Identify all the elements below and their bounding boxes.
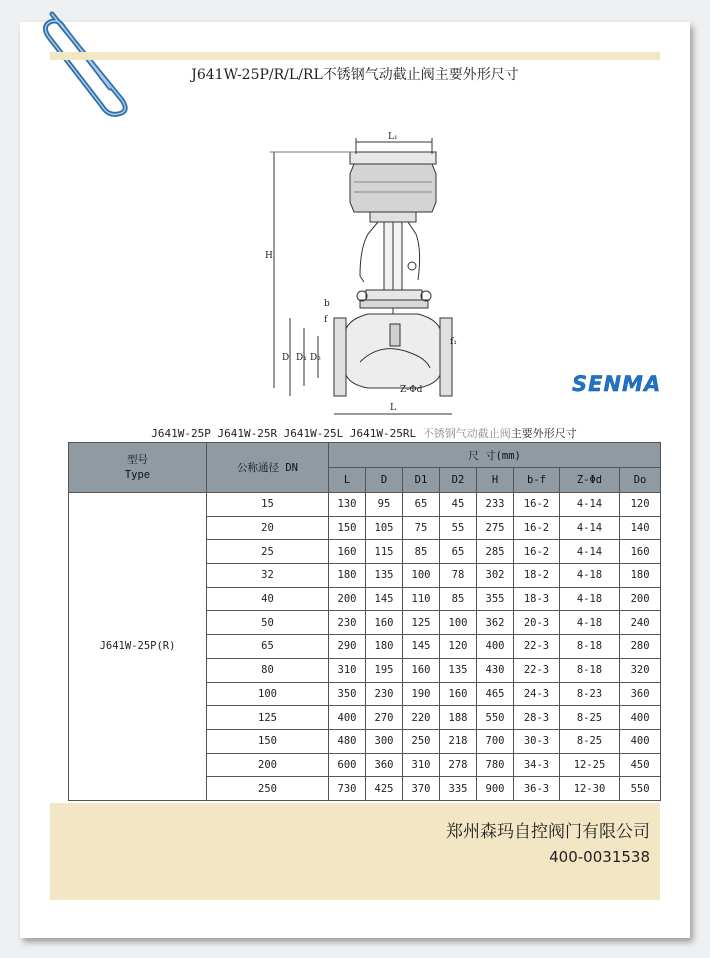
dim-cell-do: 160	[620, 540, 661, 564]
dim-cell-l: 730	[329, 777, 366, 801]
dim-cell-d2: 100	[440, 611, 477, 635]
dim-cell-l: 350	[329, 682, 366, 706]
dim-cell-h: 355	[477, 587, 514, 611]
dim-cell-bf: 24-3	[514, 682, 560, 706]
dim-label-H: H	[265, 251, 273, 261]
dim-cell-d: 270	[366, 706, 403, 730]
dn-cell: 32	[207, 564, 329, 588]
dim-cell-h: 362	[477, 611, 514, 635]
dim-cell-d: 425	[366, 777, 403, 801]
header-band	[50, 52, 660, 60]
dim-cell-d1: 145	[403, 635, 440, 659]
dim-cell-bf: 28-3	[514, 706, 560, 730]
dim-cell-zd: 4-14	[560, 540, 620, 564]
model-cell: J641W-25P(R)	[69, 493, 207, 801]
company-name: 郑州森玛自控阀门有限公司	[446, 822, 650, 842]
dim-cell-d2: 45	[440, 493, 477, 517]
dim-cell-h: 430	[477, 658, 514, 682]
dim-cell-do: 550	[620, 777, 661, 801]
dim-cell-bf: 18-2	[514, 564, 560, 588]
dim-cell-bf: 34-3	[514, 753, 560, 777]
header-dim: b-f	[514, 468, 560, 493]
dim-cell-zd: 12-25	[560, 753, 620, 777]
dimension-table	[68, 442, 661, 801]
dim-cell-do: 360	[620, 682, 661, 706]
dim-label-zd: Z-Φd	[400, 385, 423, 395]
dim-cell-do: 280	[620, 635, 661, 659]
dim-cell-d1: 310	[403, 753, 440, 777]
paperclip-icon	[30, 0, 140, 120]
dn-cell: 125	[207, 706, 329, 730]
dim-cell-bf: 16-2	[514, 540, 560, 564]
header-dims-group: 尺 寸(mm)	[329, 443, 661, 468]
phone-number: 400-0031538	[549, 848, 650, 866]
header-dim: Do	[620, 468, 661, 493]
dim-cell-bf: 20-3	[514, 611, 560, 635]
dim-cell-zd: 4-18	[560, 611, 620, 635]
dim-cell-l: 480	[329, 729, 366, 753]
dim-cell-zd: 4-14	[560, 516, 620, 540]
dim-cell-d: 160	[366, 611, 403, 635]
dim-cell-zd: 4-18	[560, 564, 620, 588]
dim-label-D2: D₂	[310, 353, 321, 363]
dim-cell-d1: 220	[403, 706, 440, 730]
dim-cell-d: 145	[366, 587, 403, 611]
dim-cell-d1: 85	[403, 540, 440, 564]
dim-cell-l: 230	[329, 611, 366, 635]
dim-cell-d2: 85	[440, 587, 477, 611]
dim-cell-h: 233	[477, 493, 514, 517]
dim-cell-l: 160	[329, 540, 366, 564]
dim-cell-l: 130	[329, 493, 366, 517]
brand-logo: SENMA	[572, 372, 662, 396]
dn-cell: 15	[207, 493, 329, 517]
dim-cell-do: 400	[620, 729, 661, 753]
dim-cell-h: 400	[477, 635, 514, 659]
dim-cell-bf: 30-3	[514, 729, 560, 753]
dim-cell-zd: 4-18	[560, 587, 620, 611]
dim-cell-d2: 188	[440, 706, 477, 730]
dim-label-D1: D₁	[296, 353, 307, 363]
dim-cell-do: 180	[620, 564, 661, 588]
dim-label-L: L	[390, 403, 396, 413]
dim-cell-l: 290	[329, 635, 366, 659]
dim-cell-do: 400	[620, 706, 661, 730]
dim-cell-bf: 22-3	[514, 635, 560, 659]
dn-cell: 65	[207, 635, 329, 659]
dim-cell-d: 135	[366, 564, 403, 588]
valve-drawing	[260, 130, 460, 420]
dim-cell-d1: 65	[403, 493, 440, 517]
dim-cell-l: 200	[329, 587, 366, 611]
footer-band	[50, 803, 660, 900]
dim-cell-h: 275	[477, 516, 514, 540]
dim-label-L1: L₁	[388, 132, 398, 142]
dn-cell: 150	[207, 729, 329, 753]
header-dim: D	[366, 468, 403, 493]
dn-cell: 100	[207, 682, 329, 706]
header-type-en: Type	[124, 468, 151, 481]
dim-cell-d1: 160	[403, 658, 440, 682]
dim-cell-d1: 100	[403, 564, 440, 588]
dn-cell: 80	[207, 658, 329, 682]
dim-cell-d1: 250	[403, 729, 440, 753]
dim-cell-bf: 36-3	[514, 777, 560, 801]
dim-cell-l: 180	[329, 564, 366, 588]
dim-cell-d: 95	[366, 493, 403, 517]
caption-desc-gray: 不锈钢气动截止阀	[422, 427, 511, 440]
dim-cell-d2: 335	[440, 777, 477, 801]
header-dn: 公称通径 DN	[207, 443, 329, 493]
dim-cell-h: 465	[477, 682, 514, 706]
dim-label-f: f	[324, 315, 328, 325]
dim-cell-d: 105	[366, 516, 403, 540]
dim-cell-d: 230	[366, 682, 403, 706]
dn-cell: 200	[207, 753, 329, 777]
dim-label-D: D	[282, 353, 290, 363]
dim-cell-bf: 16-2	[514, 493, 560, 517]
dim-cell-d2: 78	[440, 564, 477, 588]
dim-cell-zd: 8-18	[560, 658, 620, 682]
dim-cell-h: 900	[477, 777, 514, 801]
dim-cell-d: 180	[366, 635, 403, 659]
dim-cell-l: 310	[329, 658, 366, 682]
header-type	[69, 443, 207, 493]
dim-cell-h: 302	[477, 564, 514, 588]
dim-cell-do: 200	[620, 587, 661, 611]
dim-cell-zd: 8-25	[560, 706, 620, 730]
dim-cell-do: 120	[620, 493, 661, 517]
dim-cell-do: 450	[620, 753, 661, 777]
dim-cell-zd: 4-14	[560, 493, 620, 517]
dim-cell-zd: 12-30	[560, 777, 620, 801]
dim-cell-d: 115	[366, 540, 403, 564]
dim-cell-d1: 110	[403, 587, 440, 611]
dn-cell: 40	[207, 587, 329, 611]
dn-cell: 250	[207, 777, 329, 801]
dim-cell-zd: 8-23	[560, 682, 620, 706]
dim-cell-l: 600	[329, 753, 366, 777]
dim-cell-zd: 8-25	[560, 729, 620, 753]
header-type-cn: 型号	[127, 453, 148, 466]
dim-cell-bf: 18-3	[514, 587, 560, 611]
header-dim: D1	[403, 468, 440, 493]
dim-cell-d2: 218	[440, 729, 477, 753]
header-dim: Z-Φd	[560, 468, 620, 493]
dn-cell: 25	[207, 540, 329, 564]
dim-cell-d1: 75	[403, 516, 440, 540]
dim-cell-d1: 125	[403, 611, 440, 635]
dim-label-b: b	[324, 299, 330, 309]
caption-models: J641W-25P J641W-25R J641W-25L J641W-25RL	[151, 427, 417, 440]
dim-cell-do: 320	[620, 658, 661, 682]
dim-cell-h: 700	[477, 729, 514, 753]
dim-cell-h: 550	[477, 706, 514, 730]
dim-cell-bf: 16-2	[514, 516, 560, 540]
dim-cell-d2: 120	[440, 635, 477, 659]
header-dim: H	[477, 468, 514, 493]
table-row	[69, 493, 661, 517]
dim-cell-l: 150	[329, 516, 366, 540]
dim-cell-bf: 22-3	[514, 658, 560, 682]
dim-cell-d2: 55	[440, 516, 477, 540]
dim-cell-d: 195	[366, 658, 403, 682]
dim-cell-do: 240	[620, 611, 661, 635]
dim-cell-d2: 160	[440, 682, 477, 706]
dim-cell-d2: 65	[440, 540, 477, 564]
dim-cell-d2: 135	[440, 658, 477, 682]
dim-label-f1: f₁	[450, 337, 457, 347]
dim-cell-l: 400	[329, 706, 366, 730]
dim-cell-d: 360	[366, 753, 403, 777]
dim-cell-zd: 8-18	[560, 635, 620, 659]
dim-cell-do: 140	[620, 516, 661, 540]
header-dim: L	[329, 468, 366, 493]
dim-cell-d2: 278	[440, 753, 477, 777]
caption-desc-black: 主要外形尺寸	[510, 427, 577, 440]
table-caption	[68, 425, 660, 441]
dim-cell-d: 300	[366, 729, 403, 753]
dim-cell-h: 780	[477, 753, 514, 777]
header-dim: D2	[440, 468, 477, 493]
dim-cell-d1: 370	[403, 777, 440, 801]
dim-cell-d1: 190	[403, 682, 440, 706]
page-title: J641W-25P/R/L/RL不锈钢气动截止阀主要外形尺寸	[191, 67, 519, 83]
dn-cell: 50	[207, 611, 329, 635]
dim-cell-h: 285	[477, 540, 514, 564]
dn-cell: 20	[207, 516, 329, 540]
